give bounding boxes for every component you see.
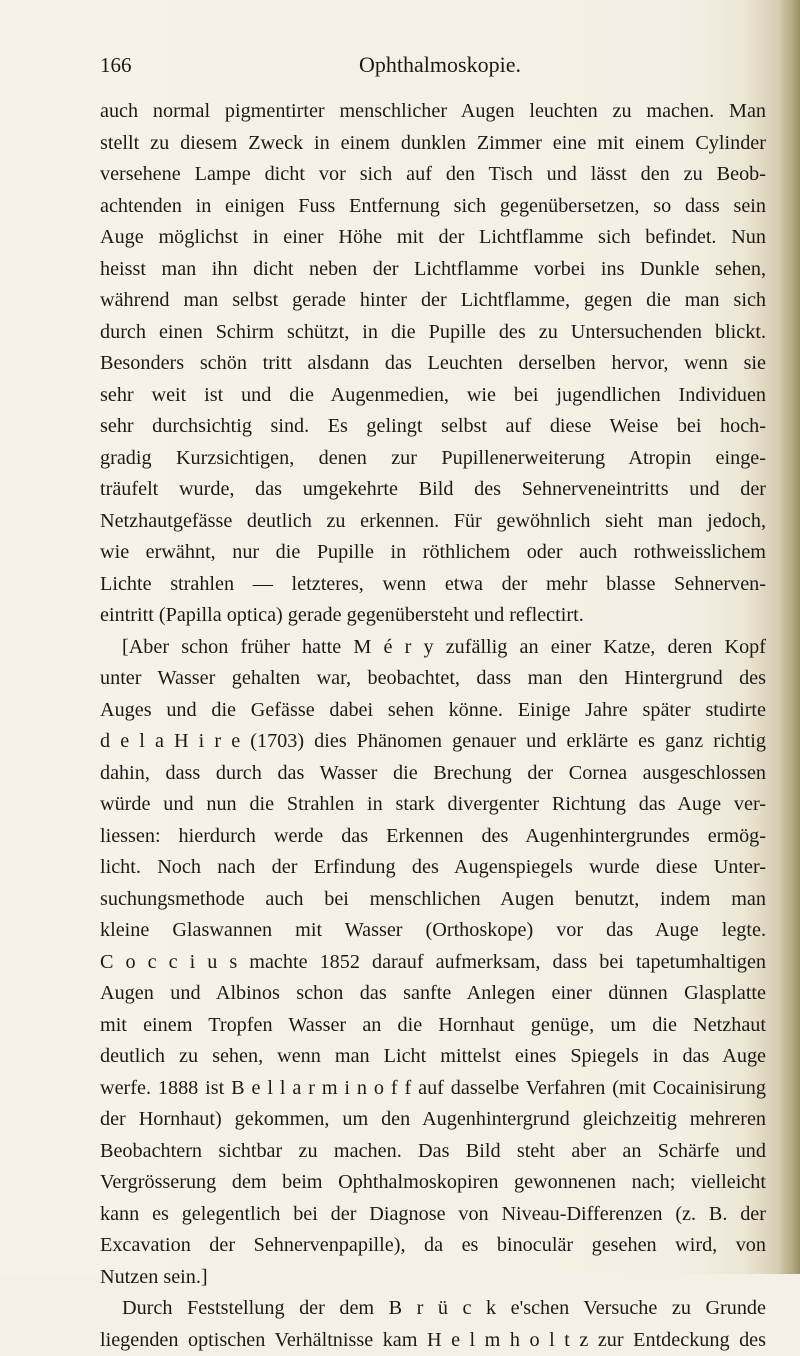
text-line: gradig Kurzsichtigen, denen zur Pupillenerweiterung Atropin einge-	[100, 443, 766, 475]
text-line: Besonders schön tritt alsdann das Leuchten derselben hervor, wenn sie	[100, 348, 766, 380]
text-line: stellt zu diesem Zweck in einem dunklen Zimmer eine mit einem Cylinder	[100, 128, 766, 160]
text-line: d e l a H i r e (1703) dies Phänomen genauer und erklärte es ganz richtig	[100, 726, 766, 758]
text-line: [Aber schon früher hatte M é r y zufällig an einer Katze, deren Kopf	[100, 632, 766, 664]
text-line: wie erwähnt, nur die Pupille in röthlichem oder auch rothweisslichem	[100, 537, 766, 569]
text-line: liegenden optischen Verhältnisse kam H e l m h o l t z zur Entdeckung des	[100, 1325, 766, 1356]
page-edge-shadow	[778, 0, 800, 1274]
text-line: Auge möglichst in einer Höhe mit der Lichtflamme sich befindet. Nun	[100, 222, 766, 254]
text-line: C o c c i u s machte 1852 darauf aufmerksam, dass bei tapetumhaltigen	[100, 947, 766, 979]
text-line: Augen und Albinos schon das sanfte Anlegen einer dünnen Glasplatte	[100, 978, 766, 1010]
text-line: versehene Lampe dicht vor sich auf den Tisch und lässt den zu Beob-	[100, 159, 766, 191]
text-line: auch normal pigmentirter menschlicher Augen leuchten zu machen. Man	[100, 96, 766, 128]
page-number: 166	[100, 50, 132, 80]
text-line: durch einen Schirm schützt, in die Pupille des zu Untersuchenden blickt.	[100, 317, 766, 349]
text-line: heisst man ihn dicht neben der Lichtflamme vorbei ins Dunkle sehen,	[100, 254, 766, 286]
text-line: Excavation der Sehnervenpapille), da es binoculär gesehen wird, von	[100, 1230, 766, 1262]
text-line: würde und nun die Strahlen in stark divergenter Richtung das Auge ver-	[100, 789, 766, 821]
text-line: mit einem Tropfen Wasser an die Hornhaut genüge, um die Netzhaut	[100, 1010, 766, 1042]
text-line: eintritt (Papilla optica) gerade gegenübersteht und reflectirt.	[100, 600, 766, 632]
text-line: Netzhautgefässe deutlich zu erkennen. Für gewöhnlich sieht man jedoch,	[100, 506, 766, 538]
page-header	[100, 50, 780, 80]
text-line: werfe. 1888 ist B e l l a r m i n o f f auf dasselbe Verfahren (mit Cocainisirung	[100, 1073, 766, 1105]
text-line: Nutzen sein.]	[100, 1262, 766, 1294]
running-title: Ophthalmoskopie.	[100, 50, 780, 80]
text-line: Durch Feststellung der dem B r ü c k e'schen Versuche zu Grunde	[100, 1293, 766, 1325]
text-line: Beobachtern sichtbar zu machen. Das Bild steht aber an Schärfe und	[100, 1136, 766, 1168]
text-line: licht. Noch nach der Erfindung des Augenspiegels wurde diese Unter-	[100, 852, 766, 884]
text-line: kleine Glaswannen mit Wasser (Orthoskope) vor das Auge legte.	[100, 915, 766, 947]
text-line: suchungsmethode auch bei menschlichen Augen benutzt, indem man	[100, 884, 766, 916]
text-line: unter Wasser gehalten war, beobachtet, dass man den Hintergrund des	[100, 663, 766, 695]
text-line: Vergrösserung dem beim Ophthalmoskopiren gewonnenen nach; vielleicht	[100, 1167, 766, 1199]
text-line: achtenden in einigen Fuss Entfernung sich gegenübersetzen, so dass sein	[100, 191, 766, 223]
text-line: liessen: hierdurch werde das Erkennen des Augenhintergrundes ermög-	[100, 821, 766, 853]
text-line: während man selbst gerade hinter der Lichtflamme, gegen die man sich	[100, 285, 766, 317]
text-line: träufelt wurde, das umgekehrte Bild des Sehnerveneintritts und der	[100, 474, 766, 506]
text-line: Auges und die Gefässe dabei sehen könne. Einige Jahre später studirte	[100, 695, 766, 727]
text-line: sehr weit ist und die Augenmedien, wie bei jugendlichen Individuen	[100, 380, 766, 412]
text-line: deutlich zu sehen, wenn man Licht mittelst eines Spiegels in das Auge	[100, 1041, 766, 1073]
text-line: kann es gelegentlich bei der Diagnose von Niveau-Differenzen (z. B. der	[100, 1199, 766, 1231]
text-line: sehr durchsichtig sind. Es gelingt selbst auf diese Weise bei hoch-	[100, 411, 766, 443]
body-text	[100, 96, 766, 1356]
text-line: dahin, dass durch das Wasser die Brechung der Cornea ausgeschlossen	[100, 758, 766, 790]
text-line: Lichte strahlen — letzteres, wenn etwa der mehr blasse Sehnerven-	[100, 569, 766, 601]
text-line: der Hornhaut) gekommen, um den Augenhintergrund gleichzeitig mehreren	[100, 1104, 766, 1136]
